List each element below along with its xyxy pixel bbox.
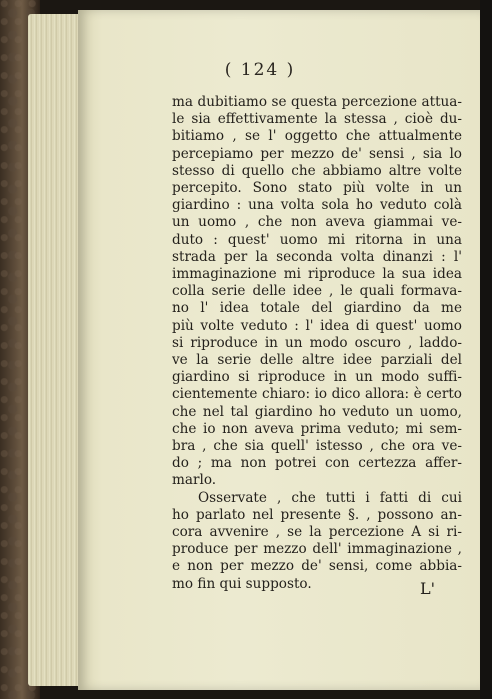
text-line: che nel tal giardino ho veduto un uomo, xyxy=(172,403,462,420)
text-line: che io non aveva prima veduto; mi sem- xyxy=(172,420,462,437)
catchword: L' xyxy=(420,579,436,598)
text-line: stesso di quello che abbiamo altre volte xyxy=(172,162,462,179)
text-line: bitiamo , se l' oggetto che attualmente xyxy=(172,128,462,145)
page-number: ( 124 ) xyxy=(224,60,296,80)
text-line: le sia effettivamente la stessa , cioè du- xyxy=(172,111,462,128)
text-line: colla serie delle idee , le quali formava- xyxy=(172,283,462,300)
text-line: un uomo , che non aveva giammai ve- xyxy=(172,214,462,231)
text-line: bra , che sia quell' istesso , che ora ve- xyxy=(172,438,462,455)
text-line: percepito. Sono stato più volte in un xyxy=(172,180,462,197)
text-line: cora avvenire , se la percezione A si ri- xyxy=(172,524,462,541)
text-line: duto : quest' uomo mi ritorna in una xyxy=(172,231,462,248)
text-line: no l' idea totale del giardino da me xyxy=(172,300,462,317)
text-line: produce per mezzo dell' immaginazione , xyxy=(172,541,462,558)
text-line: immaginazione mi riproduce la sua idea xyxy=(172,266,462,283)
text-line: percepiamo per mezzo de' sensi , sia lo xyxy=(172,145,462,162)
text-line: e non per mezzo de' sensi, come abbia- xyxy=(172,558,462,575)
text-line: cientemente chiaro: io dico allora: è certo xyxy=(172,386,462,403)
text-line: ma dubitiamo se questa percezione attua- xyxy=(172,94,462,110)
text-line: Osservate , che tutti i fatti di cui xyxy=(198,489,462,506)
text-line: mo fin qui supposto. xyxy=(172,575,312,592)
text-line: do ; ma non potrei con certezza affer- xyxy=(172,455,462,472)
text-line: ho parlato nel presente §. , possono an- xyxy=(172,506,462,523)
background-edge xyxy=(480,0,492,699)
text-line: marlo. xyxy=(172,472,217,489)
text-line: si riproduce in un modo oscuro , laddo- xyxy=(172,334,462,351)
page-body xyxy=(172,94,462,593)
text-line: più volte veduto : l' idea di quest' uomo xyxy=(172,317,462,334)
text-line: ve la serie delle altre idee parziali del xyxy=(172,352,462,369)
text-line: giardino si riproduce in un modo suffi- xyxy=(172,369,462,386)
text-line: giardino : una volta sola ho veduto colà xyxy=(172,197,462,214)
text-line: strada per la seconda volta dinanzi : l' xyxy=(172,248,462,265)
